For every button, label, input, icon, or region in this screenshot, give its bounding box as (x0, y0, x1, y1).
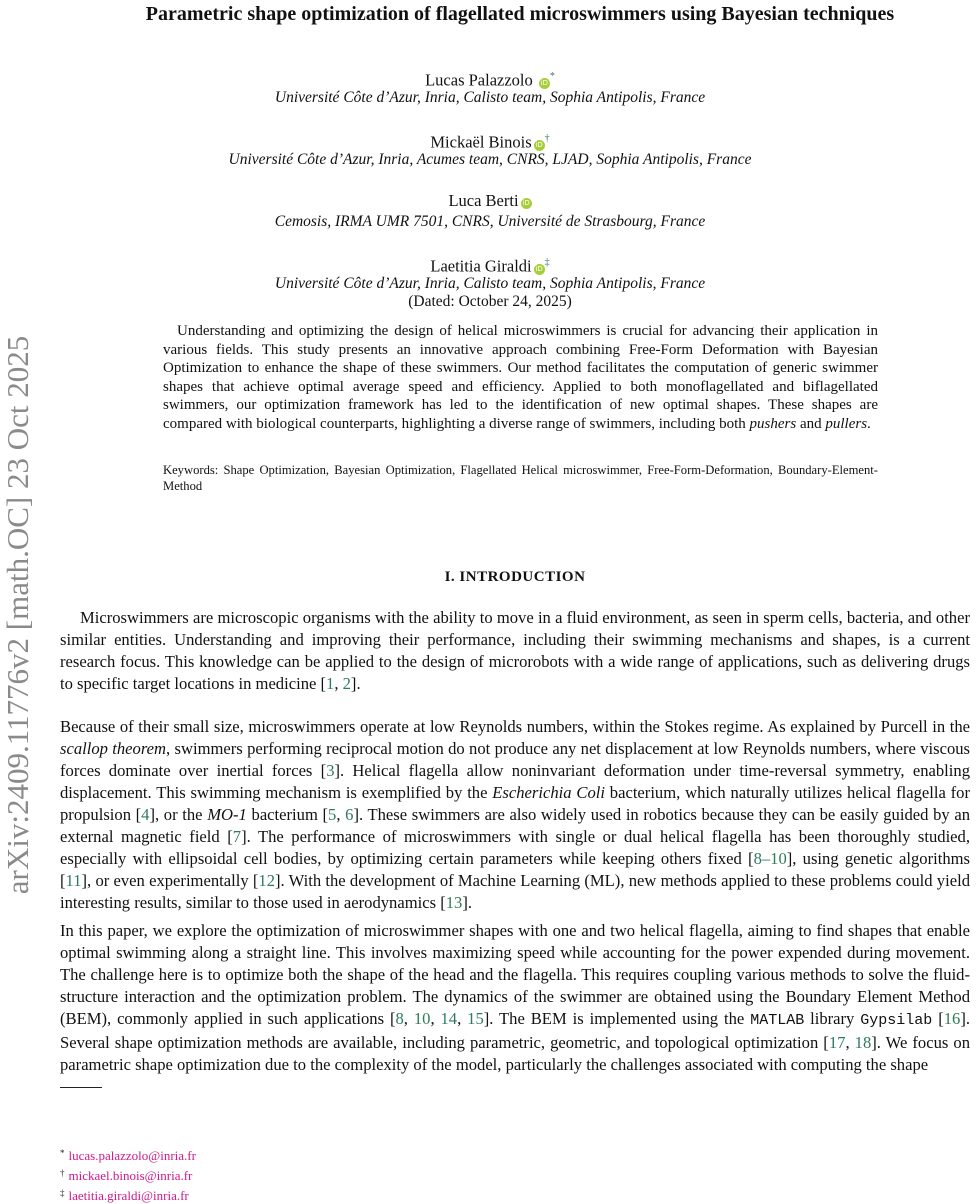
citation-link[interactable]: 4 (141, 805, 150, 824)
text-run: ]. We focus on parametric shape optimization due to the complexity of the model, particularly the challenges associated with computing the shape (60, 1033, 970, 1074)
italic-text: pullers (825, 415, 868, 432)
citation-link[interactable]: 2 (342, 674, 351, 693)
footnote-divider (60, 1087, 102, 1088)
author-name (160, 129, 820, 153)
dated-line: (Dated: October 24, 2025) (408, 293, 572, 310)
text-run: , swimmers performing reciprocal motion do not produce any net displacement at low Reynolds numbers, where viscous forces dominate over inertial forces [ (60, 739, 971, 780)
text-run: and (796, 415, 826, 432)
author-affiliation: Université Côte d’Azur, Inria, Acumes team, CNRS, LJAD, Sophia Antipolis, France (228, 151, 752, 168)
footnote-mark: † (60, 1168, 65, 1178)
text-run: ]. Helical flagella allow noninvariant deformation under time-reversal symmetry, enabling displacement. This swimming mechanism is exemplified by the (60, 761, 970, 802)
citation-link[interactable]: 1 (326, 674, 335, 693)
footnote-mark: ‡ (60, 1188, 65, 1198)
text-run: Microswimmers are microscopic organisms with the ability to move in a fluid environment, as seen in sperm cells, bacteria, and other similar entities. Understanding and improving their performance, including their swimming mechanisms and shapes, is a current research focus. This knowledge can be applied to the design of microrobots with a wide range of applications, such as delivering drugs to specific target locations in medicine [ (60, 608, 970, 693)
author-name-text: Mickaël Binois (430, 132, 532, 152)
text-run: bacterium [ (246, 805, 329, 824)
footnote-mark[interactable]: ‡ (544, 257, 550, 268)
text-run: ]. Several shape optimization methods are available, including parametric, geometric, and topological optimization [ (60, 1009, 970, 1052)
paragraph (60, 716, 970, 914)
citation-link[interactable]: 11 (65, 871, 82, 890)
italic-text: pushers (749, 415, 797, 432)
orcid-icon[interactable]: iD (535, 264, 543, 273)
text-run: ]. The performance of microswimmers with single or dual helical flagella has been thoroughly studied, especially with ellipsoidal cell bodies, by optimizing certain parameters while keeping others fixed [ (60, 827, 970, 868)
footnote (60, 1185, 189, 1204)
citation-link[interactable]: 6 (345, 805, 354, 824)
text-run: ]. With the development of Machine Learning (ML), new methods applied to these problems could yield interesting results, similar to those used in aerodynamics [ (60, 871, 970, 912)
citation-link[interactable]: 10 (413, 1009, 431, 1028)
footnote (60, 1165, 192, 1184)
italic-text: Escherichia Coli (492, 783, 605, 802)
citation-link[interactable]: 18 (854, 1033, 872, 1052)
citation-link[interactable]: 8–10 (753, 849, 787, 868)
email-link[interactable]: mickael.binois@inria.fr (68, 1168, 193, 1183)
text-run: ], using genetic algorithms [ (60, 849, 971, 890)
orcid-icon[interactable]: iD (535, 140, 543, 149)
arxiv-watermark: arXiv:2409.11776v2 [math.OC] 23 Oct 2025 (0, 335, 35, 895)
author-name (160, 191, 820, 211)
paper-title: Parametric shape optimization of flagellated microswimmers using Bayesian techniques (145, 3, 895, 25)
italic-text: MO-1 (207, 805, 247, 824)
citation-link[interactable]: 8 (395, 1009, 404, 1028)
email-link[interactable]: lucas.palazzolo@inria.fr (68, 1148, 196, 1163)
citation-link[interactable]: 7 (232, 827, 242, 846)
text-run: Because of their small size, microswimmers operate at low Reynolds numbers, within the Stokes regime. As explained by Purcell in the (60, 717, 970, 736)
author-name (160, 253, 820, 277)
author-name-text: Luca Berti (448, 191, 519, 210)
code-text: Gypsilab (860, 1012, 933, 1029)
text-run: [ (932, 1009, 944, 1028)
footnote (60, 1145, 196, 1164)
text-run: library (804, 1009, 861, 1028)
text-run: ]. (350, 674, 361, 693)
email-link[interactable]: laetitia.giraldi@inria.fr (68, 1188, 189, 1203)
text-run: ]. (462, 893, 473, 912)
text-run: , (334, 674, 343, 693)
text-run: . (867, 415, 871, 432)
author-affiliation: Université Côte d’Azur, Inria, Calisto team, Sophia Antipolis, France (274, 89, 706, 106)
footnote-mark[interactable]: † (544, 133, 550, 144)
text-run: ], or even experimentally [ (81, 871, 259, 890)
citation-link[interactable]: 3 (326, 761, 335, 780)
citation-link[interactable]: 17 (828, 1033, 846, 1052)
orcid-icon[interactable]: iD (522, 199, 530, 207)
author-name-text: Laetitia Giraldi (430, 256, 532, 276)
keywords: Keywords: Shape Optimization, Bayesian Optimization, Flagellated Helical microswimmer, Free-Form-Deformation, Boundary-Element-Method (163, 463, 878, 493)
footnote-mark[interactable]: * (549, 71, 555, 82)
text-run: bacterium, which naturally utilizes helical flagella for propulsion [ (60, 783, 970, 824)
citation-link[interactable]: 12 (258, 871, 275, 890)
author-name-text: Lucas Palazzolo (425, 70, 533, 90)
paragraph (60, 920, 970, 1076)
text-run: , (336, 805, 346, 824)
citation-link[interactable]: 5 (328, 805, 337, 824)
code-text: MATLAB (750, 1012, 805, 1029)
text-run: , (430, 1009, 441, 1028)
footnote-mark: * (60, 1148, 65, 1158)
citation-link[interactable]: 14 (440, 1009, 458, 1028)
author-affiliation: Université Côte d’Azur, Inria, Calisto team, Sophia Antipolis, France (274, 275, 706, 292)
abstract (163, 322, 878, 434)
text-run: , (845, 1033, 855, 1052)
author-affiliation: Cemosis, IRMA UMR 7501, CNRS, Université de Strasbourg, France (274, 213, 706, 230)
citation-link[interactable]: 13 (445, 893, 463, 912)
citation-link[interactable]: 15 (467, 1009, 484, 1028)
text-run: ]. The BEM is implemented using the (483, 1009, 751, 1028)
text-run: , (457, 1009, 468, 1028)
text-run: , (403, 1009, 414, 1028)
text-run: ], or the (149, 805, 208, 824)
author-name (160, 67, 820, 91)
citation-link[interactable]: 16 (943, 1009, 961, 1028)
section-heading: I. INTRODUCTION (444, 569, 586, 585)
text-run: Understanding and optimizing the design of helical microswimmers is crucial for advancing their application in various fields. This study presents an innovative approach combining Free-Form Deformation with Bayesian Optimization to enhance the shape of these swimmers. Our method facilitates the computation of generic swimmer shapes that achieve optimal average speed and efficiency. Applied to both monoflagellated and biflagellated swimmers, our optimization framework has led to the identification of new optimal shapes. These shapes are compared with biological counterparts, highlighting a diverse range of swimmers, including both (163, 323, 878, 432)
orcid-icon[interactable]: iD (540, 78, 549, 87)
text-run: In this paper, we explore the optimization of microswimmer shapes with one and two helical flagella, aiming to find shapes that enable optimal swimming along a straight line. This involves maximizing speed while accounting for the power expended during movement. The challenge here is to optimize both the shape of the head and the flagella. This requires coupling various methods to solve the fluid-structure interaction and the optimization problem. The dynamics of the swimmer are obtained using the Boundary Element Method (BEM), commonly applied in such applications [ (60, 921, 970, 1028)
italic-text: scallop theorem (60, 739, 167, 758)
text-run: ]. These swimmers are also widely used in robotics because they can be easily guided by an external magnetic field [ (60, 805, 970, 846)
paragraph (60, 607, 970, 695)
